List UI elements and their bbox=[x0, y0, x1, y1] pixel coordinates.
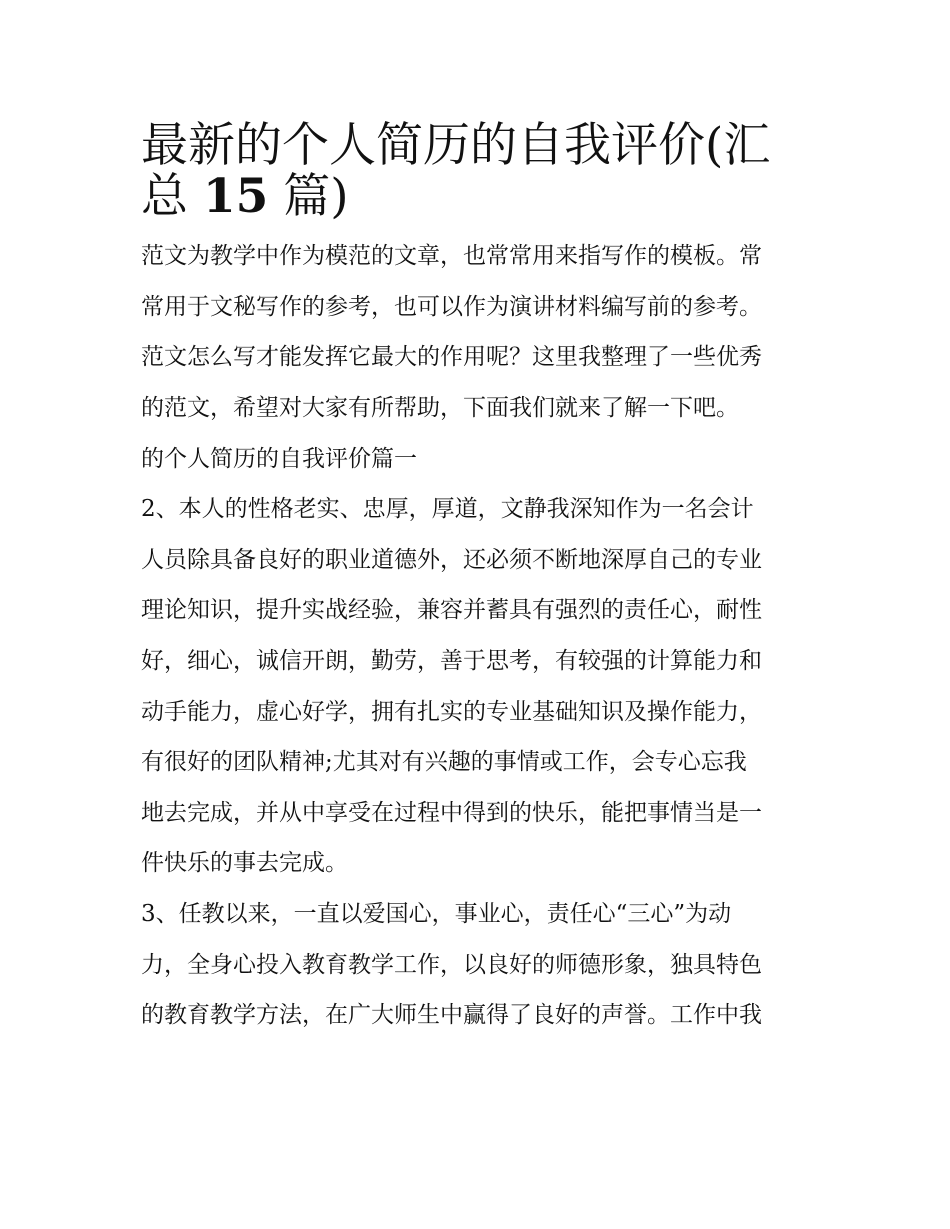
body-line: 有很好的团队精神;尤其对有兴趣的事情或工作，会专心忘我 bbox=[141, 749, 747, 776]
body-line: 件快乐的事去完成。 bbox=[141, 850, 348, 877]
document-body bbox=[141, 231, 813, 1041]
body-line: 常用于文秘写作的参考，也可以作为演讲材料编写前的参考。 bbox=[141, 293, 762, 320]
title-number: 15 bbox=[202, 168, 269, 224]
title-line-1: 最新的个人简历的自我评价(汇 bbox=[141, 118, 771, 173]
body-line: 力，全身心投入教育教学工作，以良好的师德形象，独具特色 bbox=[141, 951, 762, 978]
body-line: 人员除具备良好的职业道德外，还必须不断地深厚自己的专业 bbox=[141, 546, 762, 573]
body-line: 地去完成，并从中享受在过程中得到的快乐，能把事情当是一 bbox=[141, 799, 762, 826]
section-heading: 的个人简历的自我评价篇一 bbox=[141, 445, 417, 472]
body-line: 范文为教学中作为模范的文章，也常常用来指写作的模板。常 bbox=[141, 243, 762, 270]
title-suffix: 篇) bbox=[268, 168, 349, 224]
body-line: 理论知识，提升实战经验，兼容并蓄具有强烈的责任心，耐性 bbox=[141, 597, 762, 624]
body-line: 的范文，希望对大家有所帮助，下面我们就来了解一下吧。 bbox=[141, 394, 739, 421]
body-line: 2、本人的性格老实、忠厚，厚道，文静我深知作为一名会计 bbox=[141, 496, 754, 523]
body-line: 的教育教学方法，在广大师生中赢得了良好的声誉。工作中我 bbox=[141, 1002, 762, 1029]
body-line: 3、任教以来，一直以爱国心，事业心，责任心“三心”为动 bbox=[141, 900, 732, 927]
title-prefix: 总 bbox=[141, 168, 203, 224]
body-line: 范文怎么写才能发挥它最大的作用呢？这里我整理了一些优秀 bbox=[141, 344, 762, 371]
body-line: 动手能力，虚心好学，拥有扎实的专业基础知识及操作能力， bbox=[141, 698, 762, 725]
document-content bbox=[141, 108, 813, 1041]
body-line: 好，细心，诚信开朗，勤劳，善于思考，有较强的计算能力和 bbox=[141, 647, 762, 674]
document-title bbox=[141, 108, 813, 224]
